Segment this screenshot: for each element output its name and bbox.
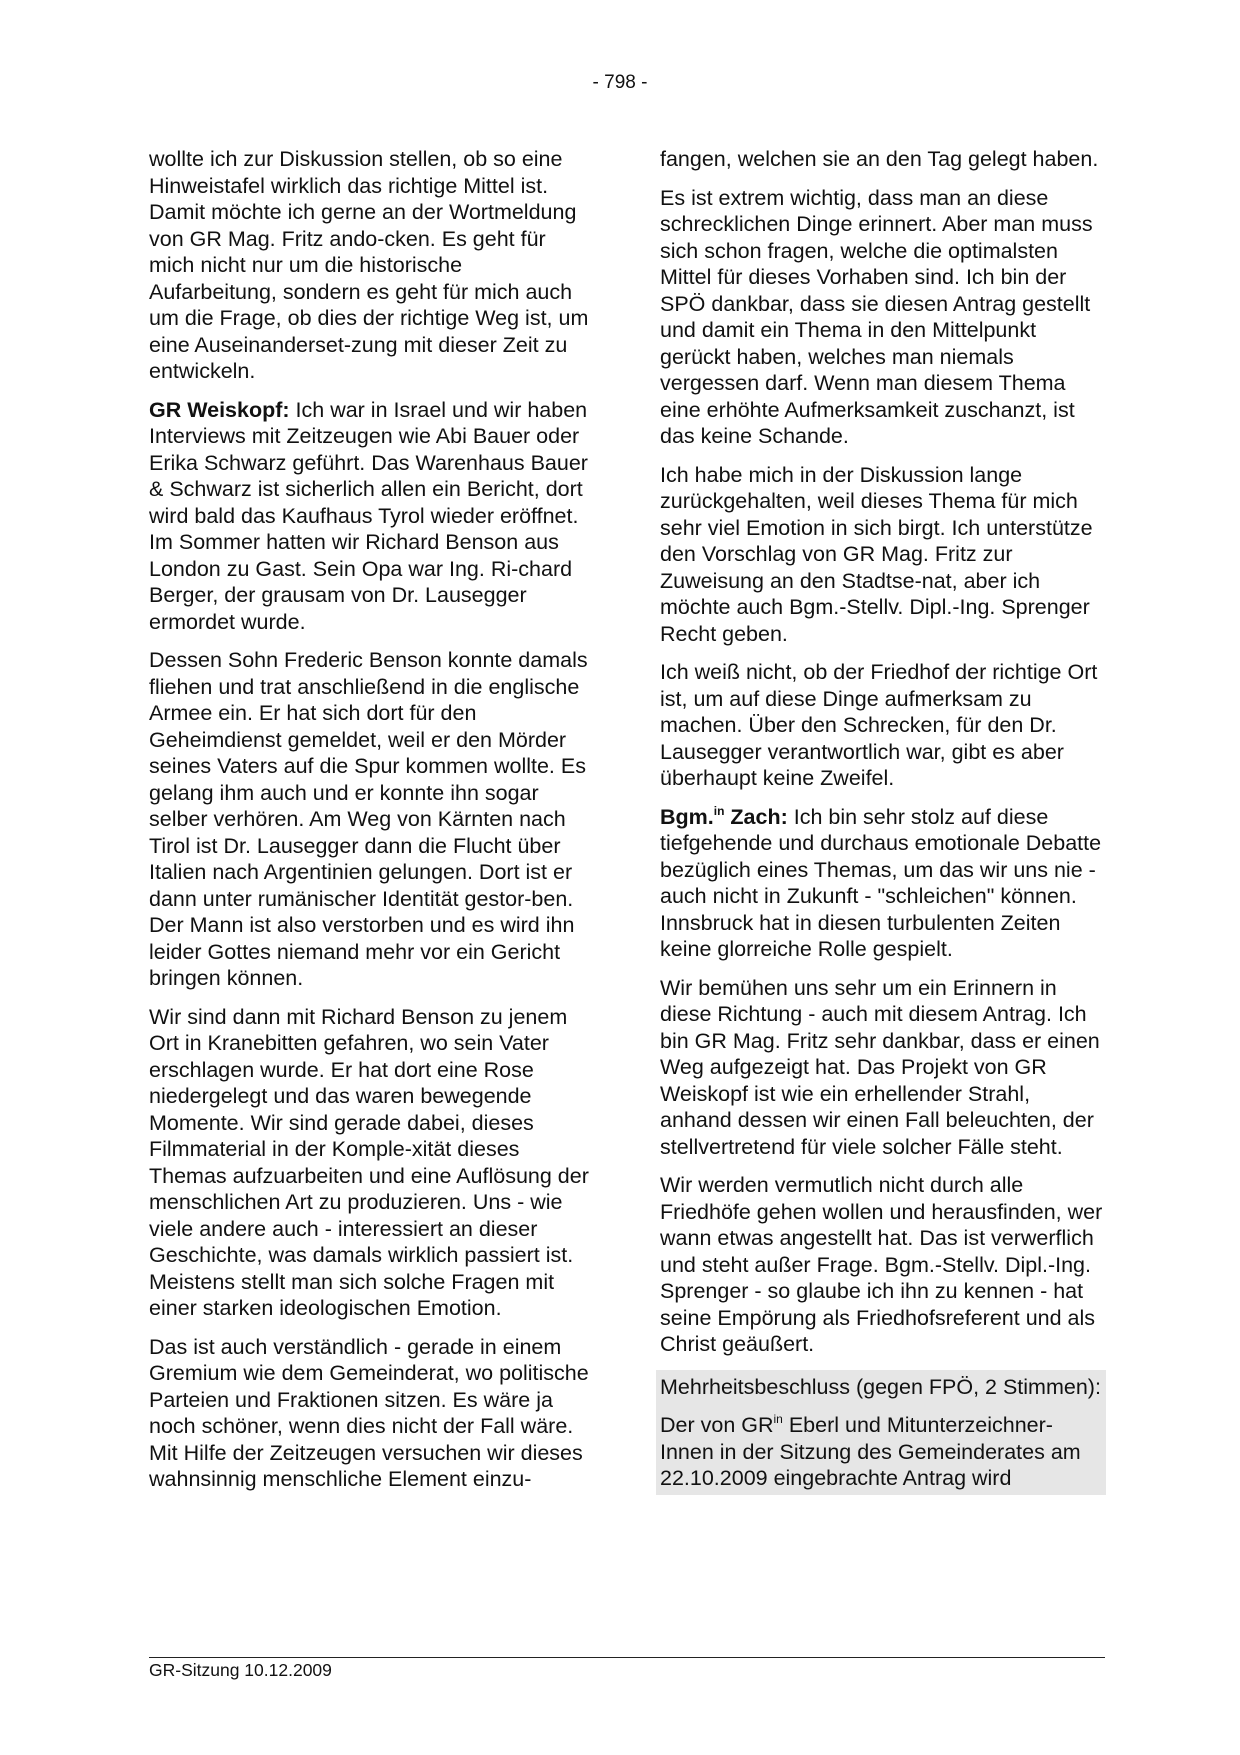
footer-session-date: GR-Sitzung 10.12.2009 [149,1660,332,1680]
paragraph: wollte ich zur Diskussion stellen, ob so eine Hinweistafel wirklich das richtige Mittel ist. Damit möchte ich gerne an der Wortmeldung von GR Mag. Fritz ando-cken. Es geht für mich nicht nur um die historische Aufarbeitung, sondern es geht für mich auch um die Frage, ob dies der richtige Weg ist, um eine Auseinanderset-zung mit dieser Zeit zu entwickeln. [149,147,589,383]
paragraph: Dessen Sohn Frederic Benson konnte damals fliehen und trat anschließend in die englische Armee ein. Er hat sich dort für den Geheimdienst gemeldet, weil er den Mörder seines Vaters auf die Spur kommen wollte. Es gelang ihm auch und er konnte ihn sogar selber verhören. Am Weg von Kärnten nach Tirol ist Dr. Lausegger dann die Flucht über Italien nach Argentinien gelungen. Dort ist er dann unter rumänischer Identität gestor-ben. Der Mann ist also verstorben und es wird ihn leider Gottes niemand mehr vor ein Gericht bringen können. [149,648,588,990]
resolution-title: Mehrheitsbeschluss (gegen FPÖ, 2 Stimmen): [660,1374,1101,1399]
paragraph: Wir werden vermutlich nicht durch alle Friedhöfe gehen wollen und herausfinden, wer wann etwas angestellt hat. Das ist verwerflich und steht außer Frage. Bgm.-Stellv. Dipl.-Ing. Sprenger - so glaube ich ihn zu kennen - hat seine Empörung als Friedhofsreferent und als Christ geäußert. [660,1173,1103,1356]
page-number: - 798 - [592,72,648,93]
speaker-name: Bgm.$^{in}$ Zach: [660,803,788,829]
paragraph: Das ist auch verständlich - gerade in einem Gremium wie dem Gemeinderat, wo politische Parteien und Fraktionen sitzen. Es wäre ja noch schöner, wenn dies nicht der Fall wäre. Mit Hilfe der Zeitzeugen versuchen wir dieses wahnsinnig menschliche Element einzu- [149,1334,589,1491]
paragraph: Ich weiß nicht, ob der Friedhof der richtige Ort ist, um auf diese Dinge aufmerksam zu machen. Über den Schrecken, für den Dr. Lausegger verantwortlich war, gibt es aber überhaupt keine Zweifel. [660,660,1098,790]
footer-divider [149,1657,1105,1658]
left-column [149,146,589,1505]
paragraph: Es ist extrem wichtig, dass man an diese schrecklichen Dinge erinnert. Aber man muss sich schon fragen, welche die optimalsten Mittel für dieses Vorhaben sind. Ich bin der SPÖ dankbar, dass sie diesen Antrag gestellt und damit ein Thema in den Mittelpunkt gerückt haben, welches man niemals vergessen darf. Wenn man diesem Thema eine erhöhte Aufmerksamkeit zuschanzt, ist das keine Schande. [660,185,1093,448]
paragraph: Wir bemühen uns sehr um ein Erinnern in diese Richtung - auch mit diesem Antrag. Ich bin GR Mag. Fritz sehr dankbar, dass er einen Weg aufgezeigt hat. Das Projekt von GR Weiskopf ist wie ein erhellender Strahl, anhand dessen wir einen Fall beleuchten, der stellvertretend für viele solcher Fälle steht. [660,975,1100,1159]
paragraph: Ich habe mich in der Diskussion lange zurückgehalten, weil dieses Thema für mich sehr viel Emotion in sich birgt. Ich unterstütze den Vorschlag von GR Mag. Fritz zur Zuweisung an den Stadtse-nat, aber ich möchte auch Bgm.-Stellv. Dipl.-Ing. Sprenger Recht geben. [660,462,1093,646]
right-column [660,146,1105,1495]
paragraph [149,397,589,636]
speaker-name: GR Weiskopf: [149,397,290,422]
resolution-box [656,1370,1106,1495]
speech-text: Ich war in Israel und wir haben Interviews mit Zeitzeugen wie Abi Bauer oder Erika Schwarz geführt. Das Warenhaus Bauer & Schwarz ist sicherlich allen ein Bericht, dort wird bald das Kaufhaus Tyrol wieder eröffnet. Im Sommer hatten wir Richard Benson aus London zu Gast. Sein Opa war Ing. Ri-chard Berger, der grausam von Dr. Lausegger ermordet wurde. [149,397,588,634]
speech-text: Ich bin sehr stolz auf diese tiefgehende und durchaus emotionale Debatte bezüglich eines Themas, um das wir uns nie - auch nicht in Zukunft - "schleichen" können. Innsbruck hat in diesen turbulenten Zeiten keine glorreiche Rolle gespielt. [660,804,1102,961]
paragraph: fangen, welchen sie an den Tag gelegt haben. [660,147,1099,171]
paragraph [660,804,1105,963]
resolution-text: Der von $GR^{in}$ Eberl und Mitunterzeichner-Innen in der Sitzung des Gemeinderates am 22.10.2009 eingebrachte Antrag wird [660,1412,1081,1490]
paragraph: Wir sind dann mit Richard Benson zu jenem Ort in Kranebitten gefahren, wo sein Vater erschlagen wurde. Er hat dort eine Rose niedergelegt und das waren bewegende Momente. Wir sind gerade dabei, dieses Filmmaterial in der Komple-xität dieses Themas aufzuarbeiten und eine Auflösung der menschlichen Art zu produzieren. Uns - wie viele andere auch - interessiert an dieser Geschichte, was damals wirklich passiert ist. Meistens stellt man sich solche Fragen mit einer starken ideologischen Emotion. [149,1004,589,1320]
